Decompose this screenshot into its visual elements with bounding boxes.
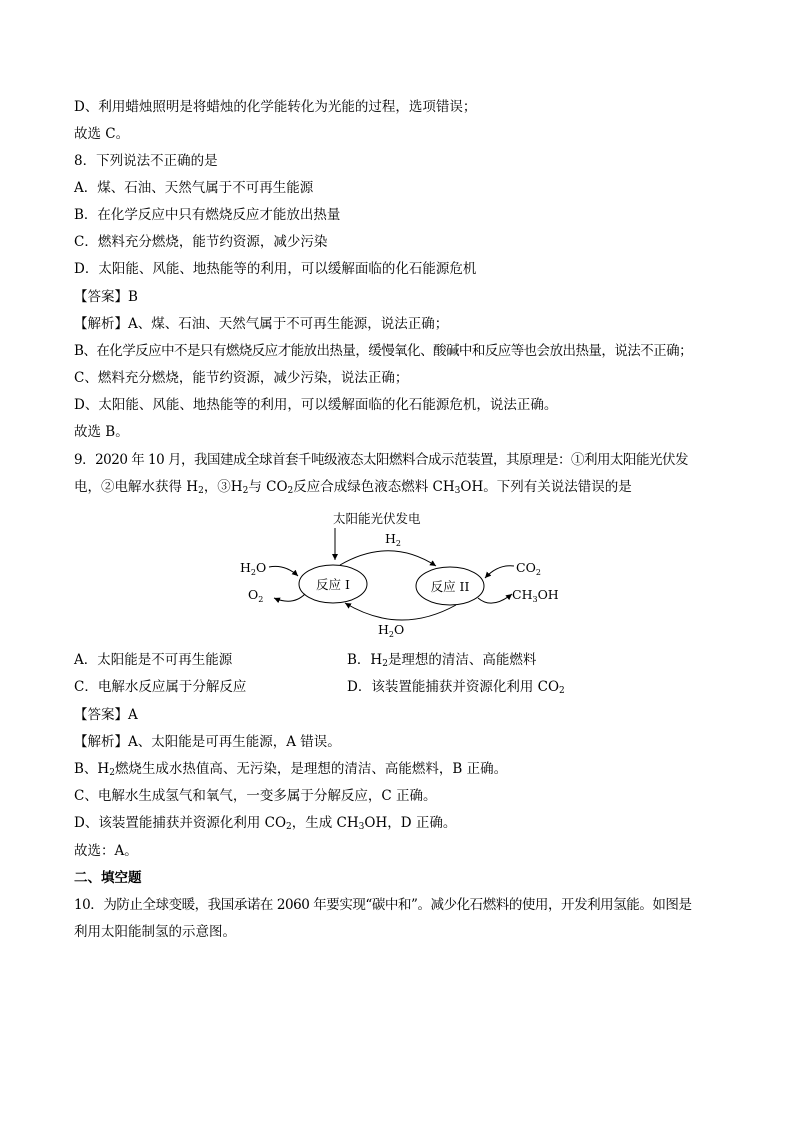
question-8-stem: 8．下列说法不正确的是	[74, 153, 218, 169]
reaction-1-label: 反应 I	[316, 577, 350, 592]
q8-explanation-a: 【解析】A、煤、石油、天然气属于不可再生能源，说法正确；	[74, 316, 449, 332]
co2-input-label: $CO_2$	[516, 560, 541, 577]
h2-label: $H_2$	[385, 531, 401, 548]
co2-input-arrow	[485, 566, 514, 578]
question-9-stem-line1: 9．2020 年 10 月，我国建成全球首套千吨级液态太阳燃料合成示范装置，其原理是：①利用太阳能光伏发	[74, 452, 688, 468]
h2-transfer-arrow	[340, 551, 436, 566]
q9-explanation-a: 【解析】A、太阳能是可再生能源，A 错误。	[74, 734, 341, 750]
text-line: D、利用蜡烛照明是将蜡烛的化学能转化为光能的过程，选项错误；	[74, 99, 477, 115]
ch3oh-output-arrow	[478, 594, 512, 603]
section-heading: 二、填空题	[74, 870, 142, 886]
q8-explanation-c: C、燃料充分燃烧，能节约资源，减少污染，说法正确；	[74, 370, 409, 386]
q8-option-d: D．太阳能、风能、地热能等的利用，可以缓解面临的化石能源危机	[74, 261, 477, 277]
q8-answer: 【答案】B	[74, 289, 138, 305]
reaction-cycle-diagram	[230, 506, 570, 642]
q9-option-d: D．该装置能捕获并资源化利用 $CO_2$	[347, 679, 565, 696]
question-10-stem-line1: 10．为防止全球变暖，我国承诺在 2060 年要实现“碳中和”。减少化石燃料的使用，开发利用氢能。如图是	[74, 897, 692, 913]
ch3oh-output-label: $CH_3OH$	[512, 587, 559, 604]
h2o-input-arrow	[269, 566, 298, 576]
q8-option-b: B．在化学反应中只有燃烧反应才能放出热量	[74, 207, 341, 223]
q8-explanation-d: D、太阳能、风能、地热能等的利用，可以缓解面临的化石能源危机，说法正确。	[74, 397, 558, 413]
q9-explanation-d: D、该装置能捕获并资源化利用 $CO_2$，生成 $CH_3OH$，D 正确。	[74, 815, 457, 832]
o2-output-arrow	[274, 594, 305, 601]
solar-pv-label: 太阳能光伏发电	[333, 511, 421, 526]
q8-option-c: C．燃料充分燃烧，能节约资源，减少污染	[74, 234, 328, 250]
h2o-bottom-label: $H_2O$	[378, 622, 405, 639]
q9-option-a: A．太阳能是不可再生能源	[74, 652, 233, 668]
q8-explanation-b: B、在化学反应中不是只有燃烧反应才能放出热量，缓慢氧化、酸碱中和反应等也会放出热量，说法不正确；	[74, 343, 693, 359]
q9-answer: 【答案】A	[74, 707, 138, 723]
q9-option-c: C．电解水反应属于分解反应	[74, 679, 247, 695]
reaction-2-label: 反应 II	[430, 579, 470, 594]
q9-explanation-b: B、$H_2$燃烧生成水热值高、无污染，是理想的清洁、高能燃料，B 正确。	[74, 761, 508, 778]
h2o-input-label: $H_2O$	[240, 560, 267, 577]
text-line: 故选 C。	[74, 126, 130, 142]
h2o-return-arrow	[345, 603, 456, 620]
q9-option-b: B．$H_2$是理想的清洁、高能燃料	[347, 652, 537, 669]
q8-conclusion: 故选 B。	[74, 424, 129, 440]
question-9-stem-line2: 电，②电解水获得 $H_2$，$③H_2$与 $CO_2$反应合成绿色液态燃料 $CH_3OH$。下列有关说法错误的是	[74, 479, 632, 496]
o2-output-label: $O_2$	[248, 587, 264, 604]
q9-explanation-c: C、电解水生成氢气和氧气，一变多属于分解反应，C 正确。	[74, 788, 437, 804]
q9-conclusion: 故选：A。	[74, 843, 138, 859]
q8-option-a: A．煤、石油、天然气属于不可再生能源	[74, 180, 314, 196]
question-10-stem-line2: 利用太阳能制氢的示意图。	[74, 924, 236, 940]
